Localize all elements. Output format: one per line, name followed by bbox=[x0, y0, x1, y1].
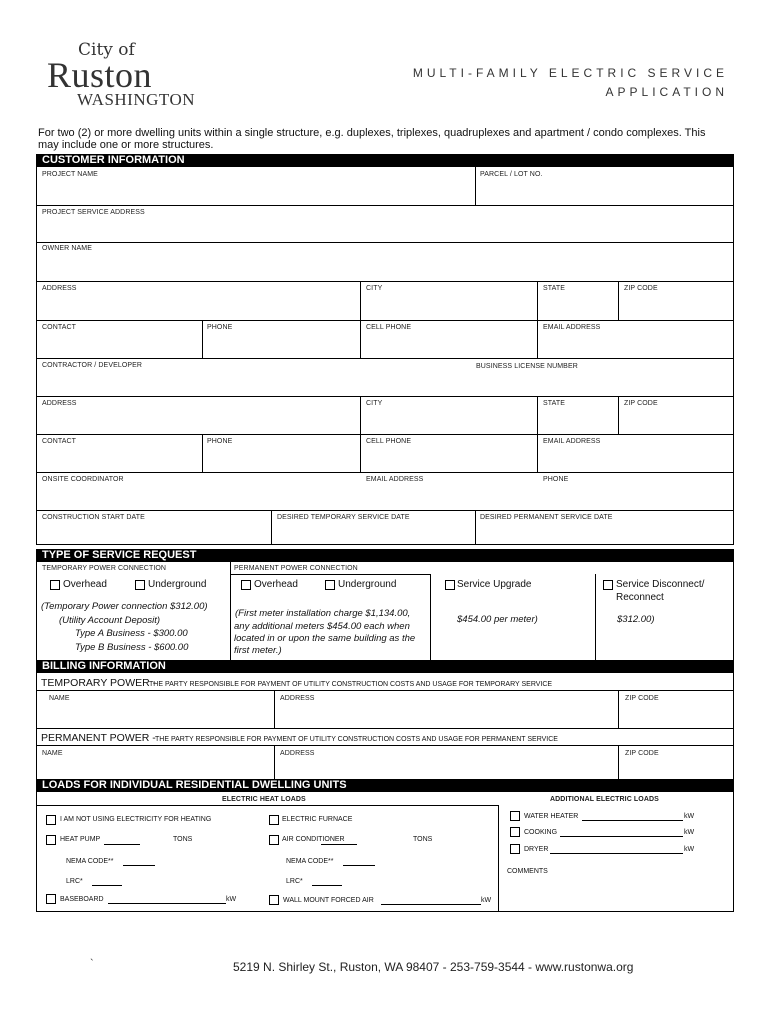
water-heater-kw-label: kW bbox=[684, 813, 695, 820]
service-disconnect-label: Service Disconnect/ bbox=[616, 579, 705, 590]
perm-fee-line1: (First meter installation charge $1,134.00, bbox=[235, 608, 411, 619]
temp-fee-line3: Type A Business - $300.00 bbox=[75, 628, 188, 639]
owner-phone-label: PHONE bbox=[207, 324, 233, 331]
billing-info-heading: BILLING INFORMATION bbox=[36, 660, 734, 673]
perm-date-label: DESIRED PERMANENT SERVICE DATE bbox=[480, 514, 613, 521]
temp-fee-line2: (Utility Account Deposit) bbox=[59, 615, 161, 626]
temp-underground-checkbox[interactable] bbox=[135, 580, 145, 590]
perm-fee-line2: any additional meters $454.00 each when bbox=[234, 621, 410, 632]
owner-city-label: CITY bbox=[366, 285, 383, 292]
contractor-phone-label: PHONE bbox=[207, 438, 233, 445]
service-address-label: PROJECT SERVICE ADDRESS bbox=[42, 209, 145, 216]
heat-pump-label: HEAT PUMP bbox=[60, 836, 101, 843]
logo-ruston: Ruston bbox=[47, 55, 153, 95]
intro-text: For two (2) or more dwelling units within a single structure, e.g. duplexes, triplexes, quadruplexes and apartment / condo complexes. This may include one or more structures. bbox=[38, 127, 706, 151]
business-license-label: BUSINESS LICENSE NUMBER bbox=[476, 363, 578, 370]
dryer-checkbox[interactable] bbox=[510, 844, 520, 854]
wall-mount-label: WALL MOUNT FORCED AIR bbox=[283, 897, 374, 904]
owner-cell-label: CELL PHONE bbox=[366, 324, 412, 331]
form-title-line1: MULTI-FAMILY ELECTRIC SERVICE bbox=[412, 66, 728, 80]
cooking-kw-label: kW bbox=[684, 829, 695, 836]
billing-info-section bbox=[36, 673, 734, 780]
contractor-contact-label: CONTACT bbox=[42, 438, 77, 445]
onsite-phone-label: PHONE bbox=[543, 476, 569, 483]
loads-section bbox=[36, 792, 734, 912]
service-disconnect-checkbox[interactable] bbox=[603, 580, 613, 590]
heat-pump-lrc-label: LRC* bbox=[66, 878, 83, 885]
form-title-line2: APPLICATION bbox=[605, 85, 728, 99]
comments-label: COMMENTS bbox=[507, 868, 548, 875]
perm-underground-checkbox[interactable] bbox=[325, 580, 335, 590]
heat-pump-tons-label: TONS bbox=[173, 836, 193, 843]
perm-fee-line3: located in or upon the same building as the bbox=[234, 633, 416, 644]
service-upgrade-label: Service Upgrade bbox=[457, 579, 532, 590]
logo-washington: WASHINGTON bbox=[77, 90, 196, 109]
temp-overhead-label: Overhead bbox=[63, 579, 107, 590]
upgrade-fee: $454.00 per meter) bbox=[457, 614, 538, 625]
air-conditioner-checkbox[interactable] bbox=[269, 835, 279, 845]
not-using-heat-label: I AM NOT USING ELECTRICITY FOR HEATING bbox=[60, 816, 212, 823]
electric-furnace-label: ELECTRIC FURNACE bbox=[282, 816, 353, 823]
perm-fee-line4: first meter.) bbox=[234, 645, 282, 656]
water-heater-label: WATER HEATER bbox=[524, 813, 579, 820]
owner-contact-label: CONTACT bbox=[42, 324, 77, 331]
temp-underground-label: Underground bbox=[148, 579, 207, 590]
contractor-email-label: EMAIL ADDRESS bbox=[543, 438, 601, 445]
temp-power-desc: THE PARTY RESPONSIBLE FOR PAYMENT OF UTILITY CONSTRUCTION COSTS AND USAGE FOR TEMPORARY SERVICE bbox=[149, 681, 553, 688]
dryer-label: DRYER bbox=[524, 846, 549, 853]
footer-mark: ` bbox=[90, 958, 94, 970]
baseboard-checkbox[interactable] bbox=[46, 894, 56, 904]
ac-lrc-label: LRC* bbox=[286, 878, 303, 885]
additional-loads-title: ADDITIONAL ELECTRIC LOADS bbox=[550, 796, 659, 803]
perm-underground-label: Underground bbox=[338, 579, 397, 590]
electric-heat-title: ELECTRIC HEAT LOADS bbox=[222, 796, 306, 803]
contractor-address-label: ADDRESS bbox=[42, 400, 77, 407]
perm-overhead-label: Overhead bbox=[254, 579, 298, 590]
owner-zip-label: ZIP CODE bbox=[624, 285, 658, 292]
contractor-label: CONTRACTOR / DEVELOPER bbox=[42, 362, 143, 369]
temp-power-title: TEMPORARY POWER - bbox=[41, 677, 157, 689]
temp-fee-line4: Type B Business - $600.00 bbox=[75, 642, 189, 653]
wall-mount-kw-label: kW bbox=[481, 897, 492, 904]
owner-state-label: STATE bbox=[543, 285, 566, 292]
disconnect-fee: $312.00) bbox=[617, 614, 655, 625]
perm-billing-zip-label: ZIP CODE bbox=[625, 750, 659, 757]
perm-billing-name-label: NAME bbox=[42, 750, 63, 757]
temp-billing-zip-label: ZIP CODE bbox=[625, 695, 659, 702]
parcel-label: PARCEL / LOT NO. bbox=[480, 171, 543, 178]
customer-info-section bbox=[36, 167, 734, 545]
temp-overhead-checkbox[interactable] bbox=[50, 580, 60, 590]
baseboard-kw-label: kW bbox=[226, 896, 237, 903]
loads-heading: LOADS FOR INDIVIDUAL RESIDENTIAL DWELLING UNITS bbox=[36, 779, 734, 792]
cooking-label: COOKING bbox=[524, 829, 558, 836]
contractor-zip-label: ZIP CODE bbox=[624, 400, 658, 407]
not-using-heat-checkbox[interactable] bbox=[46, 815, 56, 825]
project-name-label: PROJECT NAME bbox=[42, 171, 98, 178]
temp-billing-address-label: ADDRESS bbox=[280, 695, 315, 702]
owner-address-label: ADDRESS bbox=[42, 285, 77, 292]
footer-address: 5219 N. Shirley St., Ruston, WA 98407 - 253-759-3544 - www.rustonwa.org bbox=[233, 960, 634, 974]
perm-conn-label: PERMANENT POWER CONNECTION bbox=[234, 565, 358, 572]
perm-power-title: PERMANENT POWER - bbox=[41, 732, 156, 744]
customer-info-heading: CUSTOMER INFORMATION bbox=[36, 154, 734, 167]
logo-city-of: City of bbox=[78, 40, 135, 60]
service-reconnect-label: Reconnect bbox=[616, 592, 664, 603]
service-request-section bbox=[36, 562, 734, 661]
ac-tons-label: TONS bbox=[413, 836, 433, 843]
temp-fee-line1: (Temporary Power connection $312.00) bbox=[41, 601, 208, 612]
contractor-city-label: CITY bbox=[366, 400, 383, 407]
heat-pump-nema-label: NEMA CODE** bbox=[66, 858, 114, 865]
onsite-email-label: EMAIL ADDRESS bbox=[366, 476, 424, 483]
temp-date-label: DESIRED TEMPORARY SERVICE DATE bbox=[277, 514, 410, 521]
service-request-heading: TYPE OF SERVICE REQUEST bbox=[36, 549, 734, 562]
perm-power-desc: THE PARTY RESPONSIBLE FOR PAYMENT OF UTILITY CONSTRUCTION COSTS AND USAGE FOR PERMANENT SERVICE bbox=[155, 736, 558, 743]
owner-name-label: OWNER NAME bbox=[42, 245, 92, 252]
perm-billing-address-label: ADDRESS bbox=[280, 750, 315, 757]
heat-pump-checkbox[interactable] bbox=[46, 835, 56, 845]
dryer-kw-label: kW bbox=[684, 846, 695, 853]
temp-billing-name-label: NAME bbox=[49, 695, 70, 702]
contractor-state-label: STATE bbox=[543, 400, 566, 407]
temp-conn-label: TEMPORARY POWER CONNECTION bbox=[42, 565, 167, 572]
perm-overhead-checkbox[interactable] bbox=[241, 580, 251, 590]
owner-email-label: EMAIL ADDRESS bbox=[543, 324, 601, 331]
baseboard-label: BASEBOARD bbox=[60, 896, 104, 903]
air-conditioner-label: AIR CONDITIONER bbox=[282, 836, 345, 843]
start-date-label: CONSTRUCTION START DATE bbox=[42, 514, 145, 521]
electric-furnace-checkbox[interactable] bbox=[269, 815, 279, 825]
ac-nema-label: NEMA CODE** bbox=[286, 858, 334, 865]
cooking-checkbox[interactable] bbox=[510, 827, 520, 837]
service-upgrade-checkbox[interactable] bbox=[445, 580, 455, 590]
onsite-label: ONSITE COORDINATOR bbox=[42, 476, 124, 483]
contractor-cell-label: CELL PHONE bbox=[366, 438, 412, 445]
wall-mount-checkbox[interactable] bbox=[269, 895, 279, 905]
water-heater-checkbox[interactable] bbox=[510, 811, 520, 821]
